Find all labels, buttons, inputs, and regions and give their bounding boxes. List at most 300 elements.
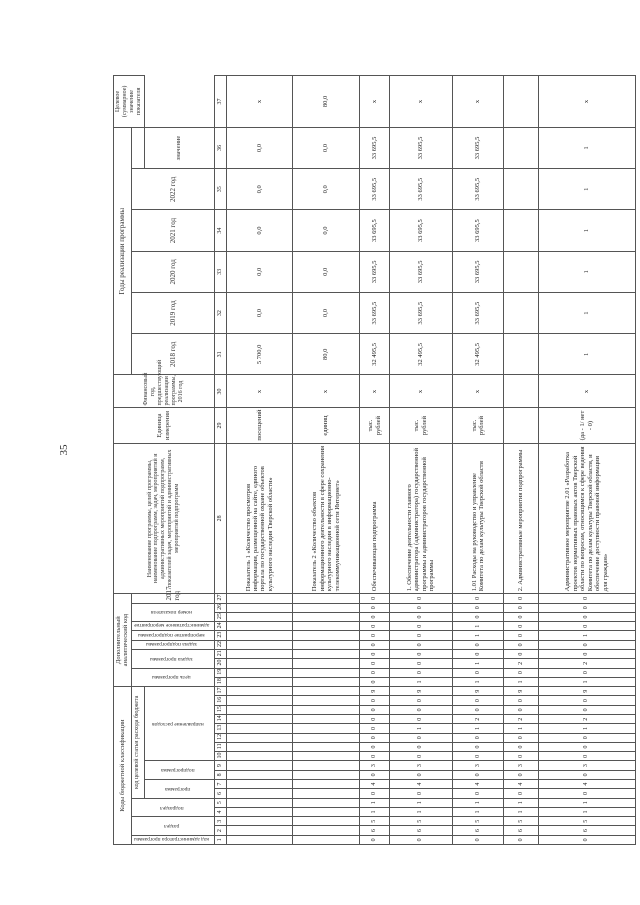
code-cell	[226, 798, 293, 807]
code-cell: 0	[538, 789, 635, 798]
code-cell: 0	[390, 742, 452, 751]
year-value-cell	[504, 292, 538, 333]
column-number: 33	[214, 251, 226, 292]
year-value-cell: 33 695,5	[452, 169, 504, 210]
code-cell: 1	[452, 798, 504, 807]
razdel-header: раздел	[131, 817, 214, 836]
code-cell	[226, 752, 293, 761]
expense-article-header: код целевой статьи расхода бюджета	[131, 687, 144, 799]
year-value-cell: 0,0	[226, 169, 293, 210]
year-value-cell: 0,0	[226, 210, 293, 251]
year-value-cell: 33 695,5	[452, 292, 504, 333]
code-cell	[293, 817, 360, 826]
code-cell: 5	[504, 817, 538, 826]
program-years-header: Годы реализации программы	[114, 127, 132, 375]
target-value-cell	[504, 76, 538, 128]
code-cell: 0	[538, 594, 635, 603]
year-value-cell: 0,0	[293, 169, 360, 210]
code-cell	[226, 705, 293, 714]
column-number: 8	[214, 770, 226, 779]
code-cell: 0	[360, 696, 390, 705]
code-cell: 0	[360, 677, 390, 686]
code-cell: 3	[452, 761, 504, 770]
code-cell: 5	[360, 817, 390, 826]
code-cell: 6	[390, 826, 452, 835]
year-value-cell: 32 495,5	[360, 334, 390, 375]
year-2018-header: 2018 год	[131, 334, 214, 375]
table-body	[226, 76, 635, 845]
year-value-cell: 80,0	[293, 334, 360, 375]
code-cell	[293, 798, 360, 807]
table-row	[538, 76, 635, 845]
code-cell: 0	[452, 742, 504, 751]
finance-year-cell: х	[452, 375, 504, 408]
target-value-cell: х	[452, 76, 504, 128]
code-cell	[293, 789, 360, 798]
aa-mero-header: мероприятие подпрограммы	[131, 631, 214, 640]
name-column-header: Наименование программы, целей программы, наименование подпрограмм, задач, мероприятий и административных мероприятий подпрограмм, показателей задач, мероприятий и административных мероприятий подпрограмм	[114, 443, 215, 594]
target-value-cell: х	[226, 76, 293, 128]
column-number: 9	[214, 761, 226, 770]
code-cell: 3	[504, 761, 538, 770]
row-name-cell: Показатель 1 «Количество просмотров информации, размещенной на сайте, единого портала по государственной охране объектов культурного наследия Тверской области»	[226, 443, 293, 594]
code-cell	[226, 677, 293, 686]
code-cell: 0	[504, 640, 538, 649]
aa-task-header: задача программы	[131, 649, 214, 668]
code-cell	[226, 724, 293, 733]
target-value-cell: х	[360, 76, 390, 128]
column-number: 5	[214, 798, 226, 807]
code-cell	[293, 770, 360, 779]
unit-column-header: Единица измерения	[114, 408, 215, 443]
code-cell: 1	[538, 807, 635, 816]
code-cell: 0	[504, 789, 538, 798]
row-name-cell: Показатель 2 «Количество объектов информационного деятельности в сфере сохранения культурного наследия в информационно-телекоммуникационной сети Интернет»	[293, 443, 360, 594]
code-cell: 9	[504, 687, 538, 696]
code-cell: 9	[360, 687, 390, 696]
code-cell: 1	[538, 677, 635, 686]
table-row	[390, 76, 452, 845]
code-cell: 4	[390, 780, 452, 789]
column-number: 10	[214, 752, 226, 761]
code-cell: 0	[390, 631, 452, 640]
code-cell: 0	[452, 603, 504, 612]
code-cell	[226, 594, 293, 603]
code-cell: 9	[390, 687, 452, 696]
aa-goal-header: цель программы	[131, 668, 214, 687]
code-cell: 0	[504, 603, 538, 612]
code-cell: 0	[360, 649, 390, 658]
header-row-1	[114, 76, 132, 845]
code-cell: 0	[538, 612, 635, 621]
code-cell: 0	[504, 742, 538, 751]
unit-cell: посещений	[226, 408, 293, 443]
code-cell: 5	[538, 817, 635, 826]
column-number: 35	[214, 169, 226, 210]
code-cell: 4	[538, 780, 635, 789]
column-number: 4	[214, 807, 226, 816]
column-number: 31	[214, 334, 226, 375]
code-cell: 0	[452, 835, 504, 844]
code-cell: 0	[390, 622, 452, 631]
code-cell: 0	[360, 594, 390, 603]
code-cell	[226, 640, 293, 649]
code-cell	[293, 752, 360, 761]
year-value-cell: 1	[538, 292, 635, 333]
code-cell: 0	[538, 742, 635, 751]
code-cell: 0	[504, 770, 538, 779]
code-cell: 0	[360, 668, 390, 677]
code-cell: 0	[360, 733, 390, 742]
code-cell	[293, 603, 360, 612]
column-number: 30	[214, 375, 226, 408]
finance-year-cell: х	[226, 375, 293, 408]
code-cell: 0	[360, 603, 390, 612]
code-cell: 0	[360, 835, 390, 844]
code-cell: 0	[538, 649, 635, 658]
year-value-cell: 0,0	[293, 251, 360, 292]
code-cell	[226, 780, 293, 789]
year-value-cell: 33 695,5	[452, 127, 504, 168]
year-value-cell: 1	[538, 169, 635, 210]
code-cell: 0	[360, 622, 390, 631]
code-cell: 1	[452, 677, 504, 686]
code-cell: 0	[390, 696, 452, 705]
code-cell: 1	[390, 724, 452, 733]
code-cell	[226, 807, 293, 816]
code-cell: 0	[538, 668, 635, 677]
code-cell: 0	[390, 668, 452, 677]
code-cell: 1	[504, 798, 538, 807]
code-cell	[293, 715, 360, 724]
code-cell	[226, 789, 293, 798]
code-cell: 0	[504, 594, 538, 603]
code-cell: 0	[538, 770, 635, 779]
unit-cell: тыс. рублей	[360, 408, 390, 443]
code-cell	[293, 705, 360, 714]
code-cell: 0	[390, 835, 452, 844]
column-number: 16	[214, 696, 226, 705]
year-value-cell: 1	[538, 334, 635, 375]
code-cell	[226, 742, 293, 751]
column-number: 26	[214, 603, 226, 612]
target-value-header: Целевое (суммарное) значение показателя	[114, 76, 145, 128]
year-value-cell: 33 695,5	[360, 169, 390, 210]
code-cell: 0	[390, 594, 452, 603]
column-number: 28	[214, 443, 226, 594]
code-cell	[293, 622, 360, 631]
code-cell: 0	[538, 705, 635, 714]
code-cell: 0	[452, 696, 504, 705]
finance-year-cell: х	[360, 375, 390, 408]
code-cell	[293, 677, 360, 686]
code-cell: 2	[504, 715, 538, 724]
code-cell: 1	[390, 677, 452, 686]
code-cell: 0	[360, 742, 390, 751]
additional-analytics-header: Дополнительный аналитический код	[114, 594, 132, 687]
code-cell	[293, 826, 360, 835]
code-cell: 0	[504, 733, 538, 742]
year-value-cell: 0,0	[226, 292, 293, 333]
code-cell	[293, 659, 360, 668]
table-row	[226, 76, 293, 845]
column-number: 25	[214, 612, 226, 621]
code-cell	[226, 715, 293, 724]
column-number: 11	[214, 742, 226, 751]
column-number: 36	[214, 127, 226, 168]
code-cell: 6	[360, 826, 390, 835]
year-2020-header: 2020 год	[131, 251, 214, 292]
year-value-cell: 0,0	[293, 127, 360, 168]
code-cell: 0	[390, 659, 452, 668]
column-number: 27	[214, 594, 226, 603]
code-cell: 0	[504, 696, 538, 705]
code-cell: 0	[390, 640, 452, 649]
column-number: 34	[214, 210, 226, 251]
code-cell: 0	[390, 612, 452, 621]
year-value-cell	[504, 169, 538, 210]
aa-task-sub-header: задача подпрограммы	[131, 640, 214, 649]
code-cell: 3	[538, 761, 635, 770]
code-cell	[226, 770, 293, 779]
code-cell: 0	[538, 733, 635, 742]
code-cell: 0	[390, 789, 452, 798]
column-number: 22	[214, 640, 226, 649]
code-cell	[293, 742, 360, 751]
code-cell: 0	[538, 640, 635, 649]
column-number: 18	[214, 677, 226, 686]
year-value-cell: 33 695,5	[390, 169, 452, 210]
code-cell: 0	[504, 649, 538, 658]
aa-admin-mero-header: административное мероприятие	[131, 622, 214, 631]
year-value-cell	[504, 334, 538, 375]
code-cell: 0	[360, 715, 390, 724]
year-value-cell: 33 695,5	[390, 210, 452, 251]
year-value-cell: 32 495,5	[390, 334, 452, 375]
column-number: 37	[214, 76, 226, 128]
year-value-cell: 33 695,5	[452, 210, 504, 251]
year-value-cell: 33 695,5	[360, 210, 390, 251]
code-cell	[226, 835, 293, 844]
code-cell: 1	[452, 622, 504, 631]
finance-year-header: Финансовый год, предшествующий реализации программы, 2016 год	[114, 375, 215, 408]
code-cell: 0	[452, 640, 504, 649]
code-cell: 0	[504, 631, 538, 640]
code-cell: 0	[504, 668, 538, 677]
code-cell	[226, 668, 293, 677]
code-cell: 0	[538, 603, 635, 612]
code-cell	[226, 649, 293, 658]
code-cell: 0	[390, 770, 452, 779]
code-cell: 6	[538, 826, 635, 835]
target-value-cell: х	[538, 76, 635, 128]
year-value-cell: 33 695,5	[360, 127, 390, 168]
code-cell: 1	[390, 807, 452, 816]
column-number: 23	[214, 631, 226, 640]
code-cell	[293, 761, 360, 770]
row-name-cell: 1.01 Расходы на руководство и управление Комитета по делам культуры Тверской области	[452, 443, 504, 594]
unit-cell: тыс. рублей	[390, 408, 452, 443]
code-cell: 0	[360, 724, 390, 733]
code-cell	[226, 622, 293, 631]
code-cell: 0	[538, 835, 635, 844]
code-cell: 0	[452, 733, 504, 742]
year-value-cell: 1	[538, 251, 635, 292]
code-cell	[226, 659, 293, 668]
code-cell: 0	[390, 733, 452, 742]
code-cell: 4	[452, 780, 504, 789]
code-cell: 2	[538, 659, 635, 668]
code-cell: 0	[504, 705, 538, 714]
column-number: 15	[214, 705, 226, 714]
code-cell	[226, 631, 293, 640]
target-value-cell: х	[390, 76, 452, 128]
code-cell: 0	[504, 752, 538, 761]
code-cell: 3	[360, 761, 390, 770]
code-cell: 0	[390, 705, 452, 714]
code-cell: 0	[360, 770, 390, 779]
program-code-header: программа	[144, 780, 214, 799]
column-number: 13	[214, 724, 226, 733]
code-cell: 5	[390, 817, 452, 826]
year-value-cell: 0,0	[226, 127, 293, 168]
code-cell	[226, 761, 293, 770]
column-number: 19	[214, 668, 226, 677]
row-name-cell: Административное мероприятие 2.01 «Разработка проектов нормативных правовых актов Тверской области по вопросам, относящимся к сфере ведения Комитета по делам культуры Тверской области, и обеспечение доступности правовой информации для граждан»	[538, 443, 635, 594]
code-cell: 0	[360, 705, 390, 714]
column-number-row	[214, 76, 226, 845]
finance-year-cell	[504, 375, 538, 408]
table-row	[293, 76, 360, 845]
row-name-cell: 2. Административные мероприятия подпрограммы	[504, 443, 538, 594]
code-cell: 9	[538, 687, 635, 696]
finance-year-cell: х	[390, 375, 452, 408]
code-cell	[293, 640, 360, 649]
code-cell	[293, 687, 360, 696]
target-value-subheader: значение	[144, 127, 214, 168]
column-number: 12	[214, 733, 226, 742]
year-value-cell: 5 700,0	[226, 334, 293, 375]
code-cell: 0	[360, 789, 390, 798]
year-value-cell: 32 495,5	[452, 334, 504, 375]
column-number: 24	[214, 622, 226, 631]
unit-cell: (да - 1/ нет - 0)	[538, 408, 635, 443]
column-number: 6	[214, 789, 226, 798]
column-number: 14	[214, 715, 226, 724]
direction-code-header: направление расходов	[144, 687, 214, 761]
year-value-cell: 0,0	[293, 292, 360, 333]
code-cell: 0	[452, 594, 504, 603]
year-2017-header: 2017 год	[131, 594, 214, 603]
code-cell: 0	[538, 752, 635, 761]
code-cell: 0	[390, 603, 452, 612]
target-value-cell: 80,0	[293, 76, 360, 128]
code-cell: 0	[452, 612, 504, 621]
code-cell: 1	[504, 807, 538, 816]
code-cell: 1	[390, 798, 452, 807]
code-cell: 5	[452, 817, 504, 826]
code-cell	[293, 807, 360, 816]
unit-cell: тыс. рублей	[452, 408, 504, 443]
row-name-cell: 1. Обеспечение деятельности главного администратора (администратора) государственной программы и администраторов государственной программы	[390, 443, 452, 594]
year-value-cell: 33 695,5	[390, 127, 452, 168]
code-cell: 0	[390, 715, 452, 724]
code-cell	[226, 817, 293, 826]
year-value-cell	[504, 127, 538, 168]
year-2021-header: 2021 год	[131, 210, 214, 251]
code-cell: 0	[452, 668, 504, 677]
code-cell: 1	[452, 807, 504, 816]
year-value-cell: 0,0	[226, 251, 293, 292]
code-cell: 1	[452, 659, 504, 668]
code-cell: 0	[360, 752, 390, 761]
year-2022-header: 2022 год	[131, 169, 214, 210]
subprogram-code-header: подпрограмма	[144, 761, 214, 780]
code-cell	[226, 696, 293, 705]
page-number: 35	[58, 444, 70, 456]
code-cell	[293, 631, 360, 640]
podrazdel-header: подраздел	[131, 798, 214, 817]
code-cell: 1	[538, 724, 635, 733]
code-cell	[293, 696, 360, 705]
aa-indicator-header: номер показателя	[131, 603, 214, 622]
column-number: 29	[214, 408, 226, 443]
year-value-cell: 33 695,5	[390, 292, 452, 333]
code-cell: 0	[360, 659, 390, 668]
code-cell	[293, 724, 360, 733]
code-cell: 1	[452, 724, 504, 733]
code-cell	[293, 612, 360, 621]
year-value-cell: 33 695,5	[452, 251, 504, 292]
code-cell: 0	[360, 612, 390, 621]
code-cell: 1	[538, 798, 635, 807]
year-value-cell	[504, 210, 538, 251]
unit-cell	[504, 408, 538, 443]
code-cell: 0	[538, 696, 635, 705]
year-value-cell: 33 695,5	[360, 251, 390, 292]
year-value-cell: 1	[538, 210, 635, 251]
code-cell: 0	[504, 622, 538, 631]
year-value-cell	[504, 251, 538, 292]
code-cell: 6	[452, 826, 504, 835]
code-cell: 0	[390, 752, 452, 761]
code-cell	[293, 594, 360, 603]
code-cell	[226, 687, 293, 696]
code-cell: 0	[452, 770, 504, 779]
finance-year-cell: х	[538, 375, 635, 408]
code-cell: 1	[538, 631, 635, 640]
column-number: 32	[214, 292, 226, 333]
code-cell	[293, 649, 360, 658]
code-cell	[226, 826, 293, 835]
year-2019-header: 2019 год	[131, 292, 214, 333]
code-cell: 6	[504, 826, 538, 835]
code-cell: 0	[504, 612, 538, 621]
code-cell	[293, 733, 360, 742]
column-number: 17	[214, 687, 226, 696]
year-value-cell: 33 695,5	[390, 251, 452, 292]
code-cell: 1	[360, 798, 390, 807]
code-cell: 2	[504, 659, 538, 668]
code-cell: 0	[452, 705, 504, 714]
row-name-cell: Обеспечивающая подпрограмма	[360, 443, 390, 594]
column-number: 1	[214, 835, 226, 844]
code-cell: 2	[452, 715, 504, 724]
code-cell: 4	[360, 780, 390, 789]
code-cell	[226, 733, 293, 742]
code-cell: 1	[504, 724, 538, 733]
unit-cell: единиц	[293, 408, 360, 443]
